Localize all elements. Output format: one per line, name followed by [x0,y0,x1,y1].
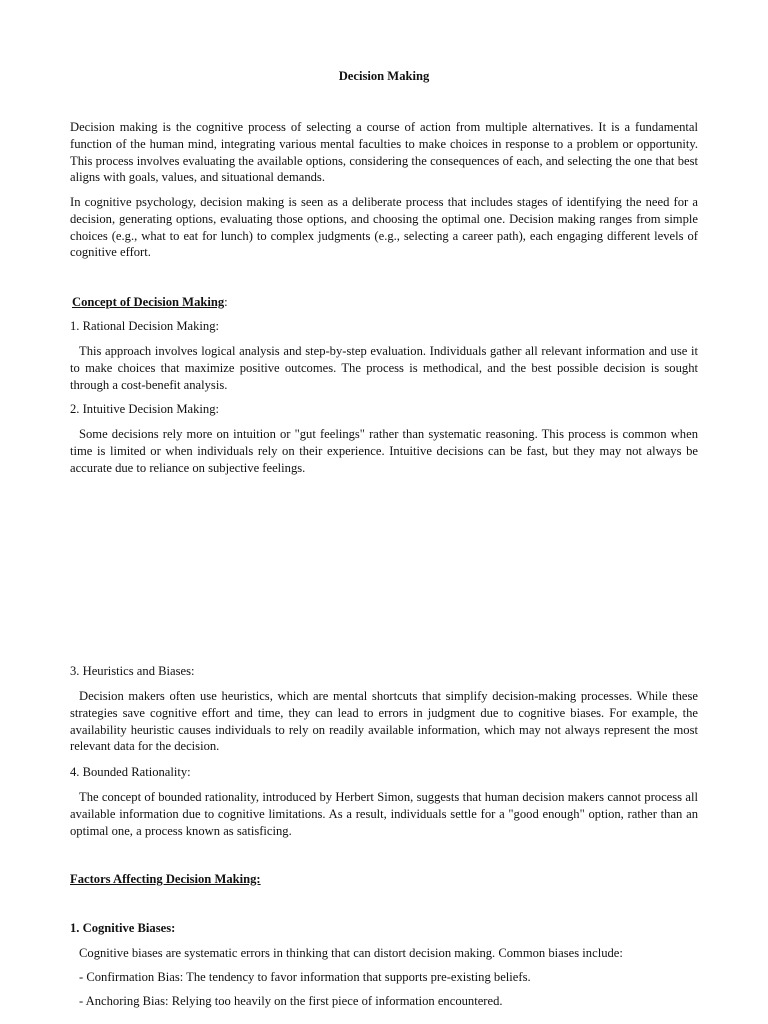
concept-item-4-text: The concept of bounded rationality, introduced by Herbert Simon, suggests that human decision makers cannot process all available information due to cognitive limitations. As a result, individuals settle for a "good enough" option, rather than an optimal one, a process known as satisficing. [70,790,698,838]
concept-item-1-text: This approach involves logical analysis and step-by-step evaluation. Individuals gather all relevant information and use it to make choices that maximize positive outcomes. The process is methodical, and the best possible decision is sought through a cost-benefit analysis. [70,344,698,392]
bias-bullet-confirmation: - Confirmation Bias: The tendency to favor information that supports pre-existing beliefs. [79,970,531,984]
intro-paragraph-1: Decision making is the cognitive process of selecting a course of action from multiple alternatives. It is a fundamental function of the human mind, integrating various mental faculties to make choices in response to a problem or opportunity. This process involves evaluating the available options, considering the consequences of each, and selecting the one that best aligns with goals, values, and situational demands. [70,120,698,185]
bias-bullet-anchoring: - Anchoring Bias: Relying too heavily on the first piece of information encountered. [79,994,503,1008]
concept-item-1-label: 1. Rational Decision Making: [70,319,220,333]
intro-paragraph-2: In cognitive psychology, decision making is seen as a deliberate process that includes stages of identifying the need for a decision, generating options, evaluating those options, and choosing the optimal one. Decision making ranges from simple choices (e.g., what to eat for lunch) to complex judgments (e.g., selecting a career path), each engaging different levels of cognitive effort. [70,195,698,260]
factors-subheading-cognitive-biases: 1. Cognitive Biases: [70,921,176,935]
concept-heading-colon: : [224,295,228,309]
concept-heading-line [72,294,228,311]
document-title: Decision Making [338,69,430,83]
factors-heading: Factors Affecting Decision Making: [70,872,261,886]
concept-item-4-label: 4. Bounded Rationality: [70,765,191,779]
concept-heading: Concept of Decision Making [72,295,225,309]
concept-item-3-text: Decision makers often use heuristics, which are mental shortcuts that simplify decision-making processes. While these strategies save cognitive effort and time, they can lead to errors in judgment due to cognitive biases. For example, the availability heuristic causes individuals to rely on readily available information, which may not always represent the most relevant data for the decision. [70,689,698,754]
factors-intro: Cognitive biases are systematic errors in thinking that can distort decision making. Common biases include: [79,946,623,960]
concept-item-3-label: 3. Heuristics and Biases: [70,664,195,678]
concept-item-2-text: Some decisions rely more on intuition or "gut feelings" rather than systematic reasoning. This process is common when time is limited or when individuals rely on their experience. Intuitive decisions can be fast, but they may not always be accurate due to reliance on subjective feelings. [70,427,698,475]
concept-item-2-label: 2. Intuitive Decision Making: [70,402,220,416]
